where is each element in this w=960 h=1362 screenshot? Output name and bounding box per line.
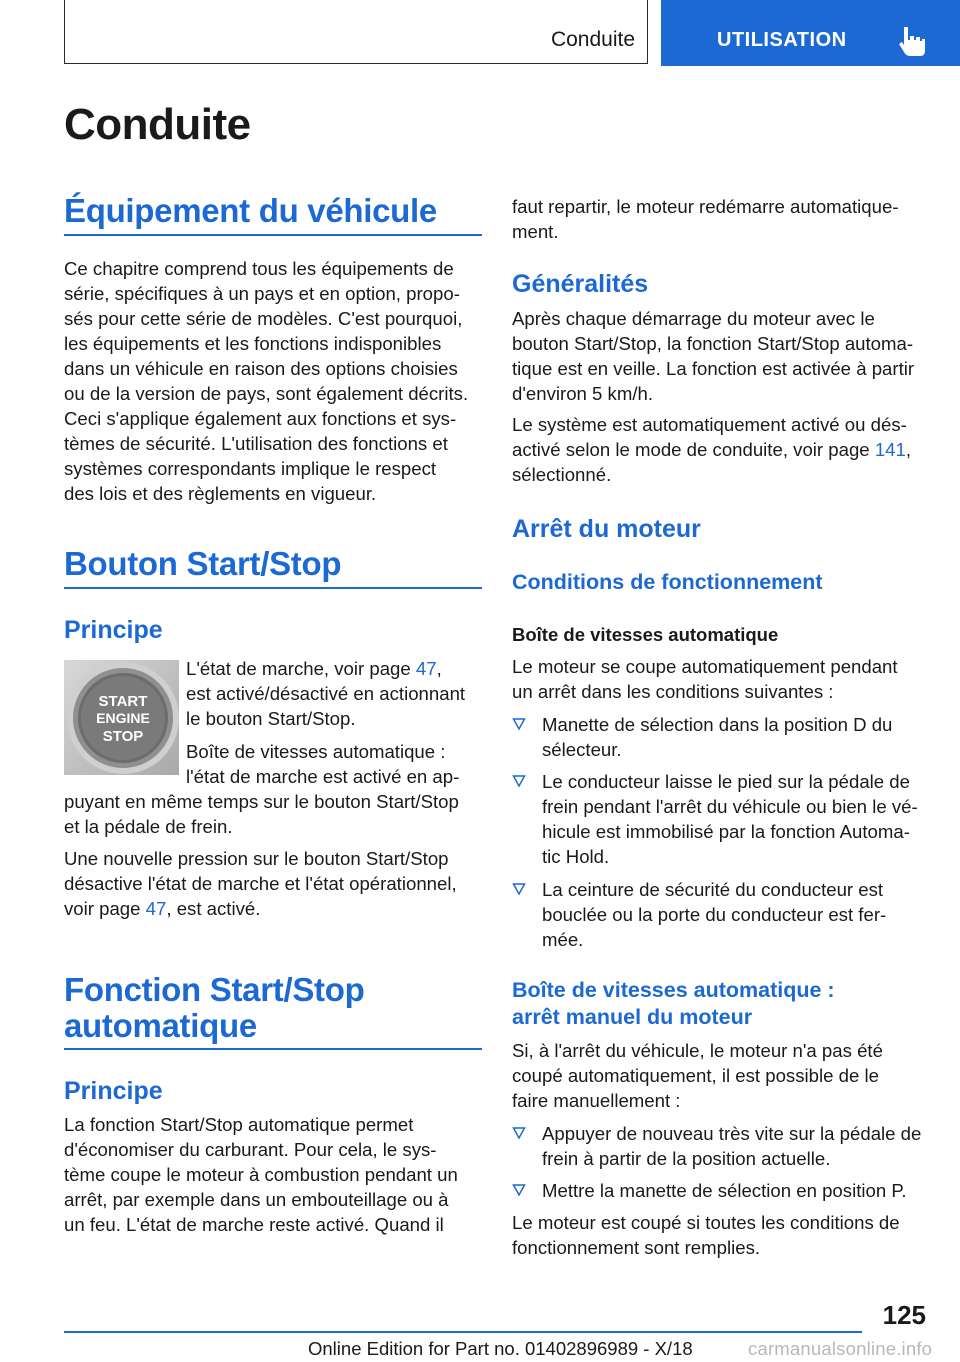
start-engine-stop-icon [64,660,179,775]
triangle-bullet-icon [512,882,526,896]
page-link-47[interactable]: 47 [145,898,167,919]
list-item: Mettre la manette de sélection en position P. [512,1178,930,1203]
subheading-bva: Boîte de vitesses automatique [512,624,779,645]
subheading-generalites: Généralités [512,270,649,298]
section-title: UTILISATION [717,29,847,51]
paragraph-principe-1: L'état de marche, voir page 47, est activé/désactivé en actionnant le bouton Start/Stop. [186,658,466,729]
chapter-title: Conduite [550,28,635,51]
subheading-arret-manuel-line1: Boîte de vitesses automatique : [512,978,835,1002]
watermark: carmanualsonline.info [748,1338,933,1359]
triangle-bullet-icon [512,774,526,788]
section-rule [64,1048,482,1050]
page-link-141[interactable]: 141 [874,439,906,460]
section-heading-bouton: Bouton Start/Stop [64,545,342,582]
button-label-engine: ENGINE [96,710,150,726]
list-item: Manette de sélection dans la position D du sélecteur. [512,712,930,762]
paragraph-final: Le moteur est coupé si toutes les conditions de fonctionnement sont remplies. [512,1212,900,1258]
paragraph-generalites-1: Après chaque démarrage du moteur avec le bouton Start/Stop, la fonction Start/Stop automa- tique est en veille. La fonction est activée à partir d'environ 5 km/h. [512,308,915,404]
paragraph-continued: faut repartir, le moteur redémarre automatique- ment. [512,196,899,242]
section-rule [64,587,482,589]
list-item: Appuyer de nouveau très vite sur la pédale de frein à partir de la position actuelle. [512,1121,930,1171]
page-number: 125 [882,1300,926,1330]
section-heading-equipement: Équipement du véhicule [64,192,437,229]
section-rule [64,234,482,236]
footer-rule [64,1331,862,1333]
chapter-tab [64,0,648,64]
paragraph-generalites-2: Le système est automatiquement activé ou dés- activé selon le mode de conduite, voir page 141, sélectionné. [512,414,912,485]
subheading-conditions: Conditions de fonctionnement [512,570,823,594]
paragraph-manuel-intro: Si, à l'arrêt du véhicule, le moteur n'a pas été coupé automatiquement, il est possible de le faire manuellement : [512,1040,883,1111]
paragraph-principe-3: Une nouvelle pression sur le bouton Start/Stop désactive l'état de marche et l'état opérationnel, voir page 47, est activé. [64,848,457,919]
triangle-bullet-icon [512,717,526,731]
page-link-47[interactable]: 47 [415,658,437,679]
page-header [0,0,960,66]
section-heading-startstop-line2: automatique [64,1007,257,1044]
paragraph-equipement: Ce chapitre comprend tous les équipements de série, spécifiques à un pays et en option, propo- sés pour cette série de modèles. C'est pourquoi, les équipements et les fonctions indisponibles dans un véhicule en raison des options choisies ou de la version de pays, sont également décrits. Ceci s'applique également aux fonctions et sys- tèmes de sécurité. L'utilisation des fonctions et systèmes correspondants implique le respect des lois et des règlements en vigueur. [64,258,469,504]
triangle-bullet-icon [512,1126,526,1140]
button-label-stop: STOP [102,728,144,745]
subheading-arret-moteur: Arrêt du moteur [512,515,701,543]
section-tab [661,0,960,66]
start-stop-button-image [64,660,179,775]
page-title: Conduite [64,100,251,149]
subheading-arret-manuel-line2: arrêt manuel du moteur [512,1005,753,1029]
hand-pointer-icon [895,24,929,58]
subheading-principe: Principe [64,1077,163,1105]
paragraph-bva-intro: Le moteur se coupe automatiquement pendant un arrêt dans les conditions suivantes : [512,656,898,702]
section-heading-startstop-line1: Fonction Start/Stop [64,971,365,1008]
list-item: Le conducteur laisse le pied sur la pédale de frein pendant l'arrêt du véhicule ou bien le vé- hicule est immobilisé par la fonction Automa- tic Hold. [512,769,930,869]
subheading-principe: Principe [64,616,163,644]
button-label-start: START [98,693,148,710]
triangle-bullet-icon [512,1183,526,1197]
paragraph-principe-2a: Boîte de vitesses automatique : l'état de marche est activé en ap- [186,741,460,787]
list-item: La ceinture de sécurité du conducteur est bouclée ou la porte du conducteur est fer- mée. [512,877,930,952]
paragraph-principe-2b: puyant en même temps sur le bouton Start/Stop et la pédale de frein. [64,791,459,837]
edition-text: Online Edition for Part no. 01402896989 - X/18 [308,1338,693,1359]
paragraph-startstop: La fonction Start/Stop automatique permet d'économiser du carburant. Pour cela, le sys- tème coupe le moteur à combustion pendant un arrêt, par exemple dans un embouteillage ou à un feu. L'état de marche reste activé. Quand il [64,1114,458,1235]
